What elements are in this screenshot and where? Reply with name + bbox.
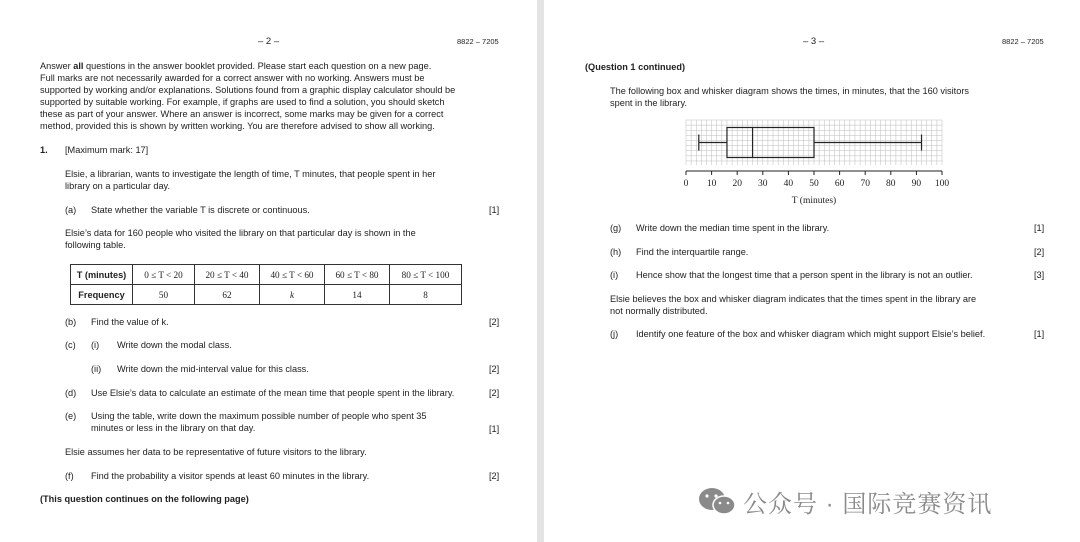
table-header-cell: 80 ≤ T < 100 <box>390 265 462 285</box>
part-g-text: Write down the median time spent in the library. <box>636 223 830 233</box>
part-e-text: Using the table, write down the maximum possible number of people who spent 35 <box>91 411 427 421</box>
instructions-line: supported by suitable working. For example, if graphs are used to find a solution, you should sketch <box>40 97 445 107</box>
tick-label: 30 <box>758 179 768 189</box>
part-label: (b) <box>65 317 77 327</box>
mark: [2] <box>489 317 500 327</box>
boxplot-intro-line: spent in the library. <box>610 98 687 108</box>
tick-label: 10 <box>706 179 717 189</box>
part-e-text: minutes or less in the library on that day. <box>91 423 256 433</box>
intro-line: library on a particular day. <box>65 181 171 191</box>
exam-page-left <box>0 0 537 542</box>
box-whisker-diagram <box>674 115 954 213</box>
watermark <box>697 484 992 519</box>
part-d-text: Use Elsie’s data to calculate an estimate of the mean time that people spent in the library. <box>91 388 455 398</box>
table-row-label: Frequency <box>71 285 133 305</box>
belief-line: not normally distributed. <box>610 306 708 316</box>
part-f-text: Find the probability a visitor spends at least 60 minutes in the library. <box>91 471 370 481</box>
part-label: (j) <box>610 329 619 339</box>
tick-label: 60 <box>834 179 845 189</box>
part-b-text: Find the value of k. <box>91 317 169 327</box>
table-cell: 62 <box>195 285 260 305</box>
sub-label: (i) <box>91 340 100 350</box>
table-row <box>71 265 462 285</box>
continues-note: (This question continues on the following page) <box>40 494 249 504</box>
tick-label: 20 <box>732 179 742 189</box>
table-cell: k <box>260 285 325 305</box>
part-label: (c) <box>65 340 76 350</box>
mark: [1] <box>489 424 500 434</box>
mark: [2] <box>489 364 500 374</box>
part-label: (g) <box>610 223 622 233</box>
paper-code: 8822 – 7205 <box>1002 37 1044 46</box>
mark: [1] <box>1034 329 1045 339</box>
sub-label: (ii) <box>91 364 102 374</box>
frequency-table <box>70 264 462 305</box>
page-number: – 2 – <box>258 36 280 47</box>
part-a-text: State whether the variable T is discrete or continuous. <box>91 205 310 215</box>
instructions-line: these as part of your answer. Where an answer is incorrect, some marks may be given for a correct <box>40 109 444 119</box>
table-header-cell: 60 ≤ T < 80 <box>325 265 390 285</box>
instructions-line: supported by working and/or explanations. Solutions found from a graphic display calculator should be <box>40 85 456 95</box>
question-number: 1. <box>40 145 48 155</box>
page-gutter <box>537 0 544 542</box>
mark: [2] <box>489 471 500 481</box>
part-label: (h) <box>610 247 622 257</box>
tick-label: 0 <box>683 179 689 189</box>
tick-label: 100 <box>934 179 950 189</box>
data-line: following table. <box>65 240 126 250</box>
table-cell: 8 <box>390 285 462 305</box>
instructions-line: method, provided this is shown by written working. You are therefore advised to show all working. <box>40 121 435 131</box>
table-cell: 50 <box>133 285 195 305</box>
assumption-text: Elsie assumes her data to be representative of future visitors to the library. <box>65 447 367 457</box>
part-label: (d) <box>65 388 77 398</box>
wechat-icon <box>697 486 737 518</box>
part-c-ii-text: Write down the mid-interval value for this class. <box>117 364 309 374</box>
tick-label: 50 <box>809 179 819 189</box>
mark: [2] <box>489 388 500 398</box>
tick-label: 80 <box>886 179 896 189</box>
paper-code: 8822 – 7205 <box>457 37 499 46</box>
tick-label: 40 <box>783 179 794 189</box>
watermark-text: 公众号 · 国际竞赛资讯 <box>743 491 993 518</box>
data-line: Elsie’s data for 160 people who visited the library on that particular day is shown in the <box>65 228 416 238</box>
part-h-text: Find the interquartile range. <box>636 247 749 257</box>
part-label: (e) <box>65 411 77 421</box>
x-axis-label: T (minutes) <box>791 196 837 206</box>
mark: [1] <box>1034 223 1045 233</box>
mark: [3] <box>1034 270 1045 280</box>
table-header-cell: 20 ≤ T < 40 <box>195 265 260 285</box>
box <box>727 128 814 158</box>
page-number: – 3 – <box>803 36 825 47</box>
boxplot-intro-line: The following box and whisker diagram shows the times, in minutes, that the 160 visitors <box>610 86 969 96</box>
tick-label: 70 <box>860 179 870 189</box>
instructions-line: Full marks are not necessarily awarded for a correct answer with no working. Answers must be <box>40 73 425 83</box>
part-label: (f) <box>65 471 74 481</box>
part-i-text: Hence show that the longest time that a person spent in the library is not an outlier. <box>636 270 973 280</box>
mark: [2] <box>1034 247 1045 257</box>
part-j-text: Identify one feature of the box and whisker diagram which might support Elsie’s belief. <box>636 329 986 339</box>
exam-page-right <box>544 0 1080 542</box>
belief-line: Elsie believes the box and whisker diagram indicates that the times spent in the library are <box>610 294 977 304</box>
x-axis <box>684 171 950 206</box>
part-label: (i) <box>610 270 619 280</box>
intro-line: Elsie, a librarian, wants to investigate the length of time, T minutes, that people spent in her <box>65 169 436 179</box>
table-header-cell: 40 ≤ T < 60 <box>260 265 325 285</box>
part-label: (a) <box>65 205 77 215</box>
table-cell: 14 <box>325 285 390 305</box>
table-header-cell: 0 ≤ T < 20 <box>133 265 195 285</box>
instructions-line-1: Answer all questions in the answer booklet provided. Please start each question on a new page. <box>40 61 432 71</box>
max-mark: [Maximum mark: 17] <box>65 145 149 155</box>
part-c-i-text: Write down the modal class. <box>117 340 232 350</box>
table-header-cell: T (minutes) <box>71 265 133 285</box>
continued-heading: (Question 1 continued) <box>585 62 686 72</box>
mark: [1] <box>489 205 500 215</box>
table-row <box>71 285 462 305</box>
tick-label: 90 <box>911 179 922 189</box>
